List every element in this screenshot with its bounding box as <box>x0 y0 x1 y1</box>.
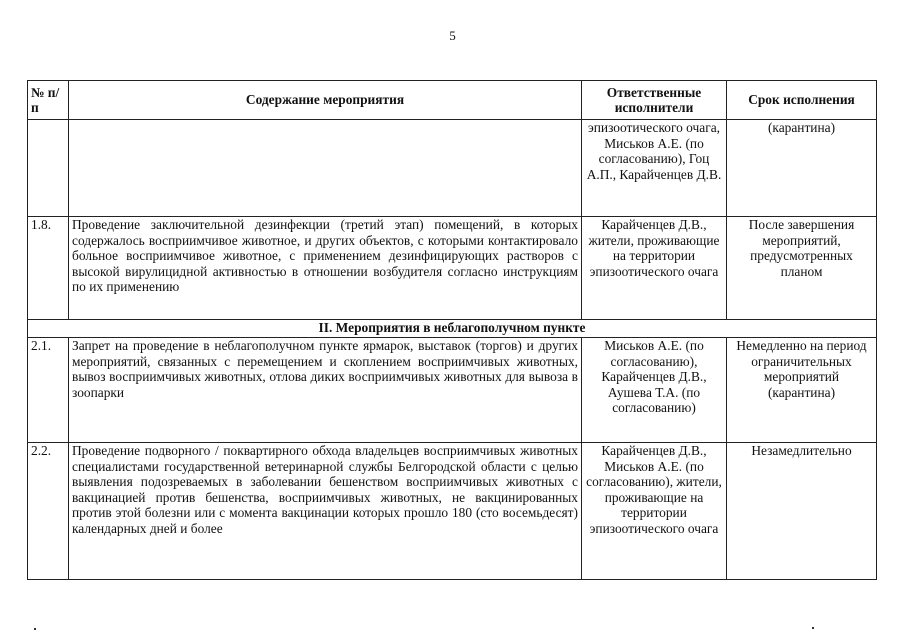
scan-speck <box>34 628 36 630</box>
section-header-row <box>28 320 877 338</box>
row-content: Проведение подворного / поквартирного обхода владельцев восприимчивых животных специалистами государственной ветеринарной службы Белгородской области с целью выявления подозреваемых в заболевании бешенством восприимчивых животных с вакцинацией против бешенства, восприимчивых животных, не вакцинированных против этой болезни или с момента вакцинации которых прошло 180 (сто восемьдесят) календарных дней и более <box>69 443 582 580</box>
row-responsible: эпизоотического очага, Миськов А.Е. (по согласованию), Гоц А.П., Карайченцев Д.В. <box>582 120 727 217</box>
row-content: Запрет на проведение в неблагополучном пункте ярмарок, выставок (торгов) и других мероприятий, связанных с перемещением и скоплением восприимчивых животных, вывоз восприимчивых животных, отлова диких восприимчивых животных для вывоза в зоопарки <box>69 338 582 443</box>
row-deadline: (карантина) <box>727 120 877 217</box>
row-num: 1.8. <box>28 217 69 320</box>
section-title: II. Мероприятия в неблагополучном пункте <box>28 320 877 338</box>
row-deadline: Немедленно на период ограничительных мероприятий (карантина) <box>727 338 877 443</box>
row-responsible: Карайченцев Д.В., жители, проживающие на территории эпизоотического очага <box>582 217 727 320</box>
header-content: Содержание мероприятия <box>69 81 582 120</box>
row-num <box>28 120 69 217</box>
table-row <box>28 217 877 320</box>
row-num: 2.1. <box>28 338 69 443</box>
header-num: № п/п <box>28 81 69 120</box>
row-deadline: Незамедлительно <box>727 443 877 580</box>
table-row <box>28 443 877 580</box>
row-deadline: После завершения мероприятий, предусмотренных планом <box>727 217 877 320</box>
row-content: Проведение заключительной дезинфекции (третий этап) помещений, в которых содержалось восприимчивое животное, и других объектов, с которыми контактировало больное восприимчивое животное, с применением дезинфицирующих растворов с высокой вирулицидной активностью в отношении возбудителя согласно инструкциям по их применению <box>69 217 582 320</box>
row-responsible: Миськов А.Е. (по согласованию), Карайченцев Д.В., Аушева Т.А. (по согласованию) <box>582 338 727 443</box>
header-deadline: Срок исполнения <box>727 81 877 120</box>
header-responsible: Ответственные исполнители <box>582 81 727 120</box>
scan-speck <box>812 627 814 629</box>
table-row <box>28 120 877 217</box>
row-content <box>69 120 582 217</box>
table-row <box>28 338 877 443</box>
action-plan-table <box>27 80 877 580</box>
row-responsible: Карайченцев Д.В., Миськов А.Е. (по согласованию), жители, проживающие на территории эпизоотического очага <box>582 443 727 580</box>
page-number: 5 <box>449 28 456 43</box>
table-header-row <box>28 81 877 120</box>
row-num: 2.2. <box>28 443 69 580</box>
